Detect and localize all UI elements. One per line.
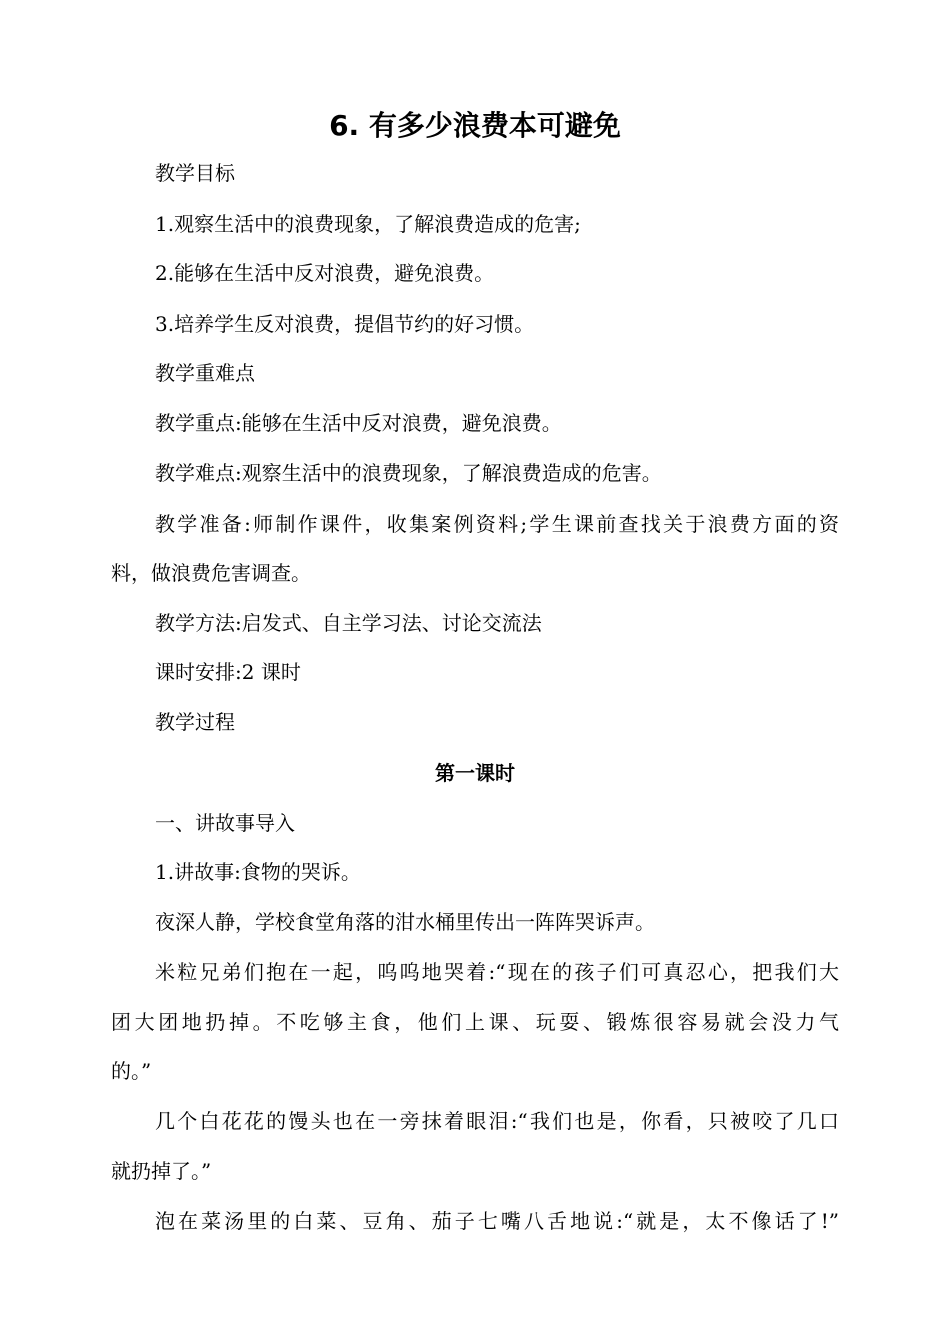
story-paragraph-3-line-2: 就扔掉了。” [111,1159,212,1183]
story-paragraph-2-line-1: 米粒兄弟们抱在一起，呜呜地哭着:“现在的孩子们可真忍心，把我们大 [155,960,839,984]
process-heading: 教学过程 [155,710,235,734]
story-paragraph-2-line-2: 团大团地扔掉。不吃够主食，他们上课、玩耍、锻炼很容易就会没力气 [111,1010,839,1034]
story-paragraph-4: 泡在菜汤里的白菜、豆角、茄子七嘴八舌地说:“就是，太不像话了!” [155,1209,839,1233]
lesson-schedule: 课时安排:2 课时 [155,660,301,684]
difficult-point: 教学难点:观察生活中的浪费现象，了解浪费造成的危害。 [155,461,662,485]
key-point: 教学重点:能够在生活中反对浪费，避免浪费。 [155,411,562,435]
preparation-line-1: 教学准备:师制作课件，收集案例资料;学生课前查找关于浪费方面的资 [155,512,839,536]
story-paragraph-3-line-1: 几个白花花的馒头也在一旁抹着眼泪:“我们也是，你看，只被咬了几口 [155,1109,839,1133]
section-heading: 一、讲故事导入 [155,811,295,835]
objective-item-3: 3.培养学生反对浪费，提倡节约的好习惯。 [155,312,535,336]
story-paragraph-1: 夜深人静，学校食堂角落的泔水桶里传出一阵阵哭诉声。 [155,910,655,934]
story-paragraph-2-line-3: 的。” [111,1059,152,1083]
key-points-heading: 教学重难点 [155,361,255,385]
objective-item-1: 1.观察生活中的浪费现象，了解浪费造成的危害; [155,212,581,236]
objective-item-2: 2.能够在生活中反对浪费，避免浪费。 [155,261,495,285]
teaching-methods: 教学方法:启发式、自主学习法、讨论交流法 [155,611,542,635]
lesson-heading: 第一课时 [435,761,515,785]
objectives-heading: 教学目标 [155,161,235,185]
story-title: 1.讲故事:食物的哭诉。 [155,860,361,884]
preparation-line-2: 料，做浪费危害调查。 [111,561,311,585]
document-title: 6. 有多少浪费本可避免 [329,109,621,142]
